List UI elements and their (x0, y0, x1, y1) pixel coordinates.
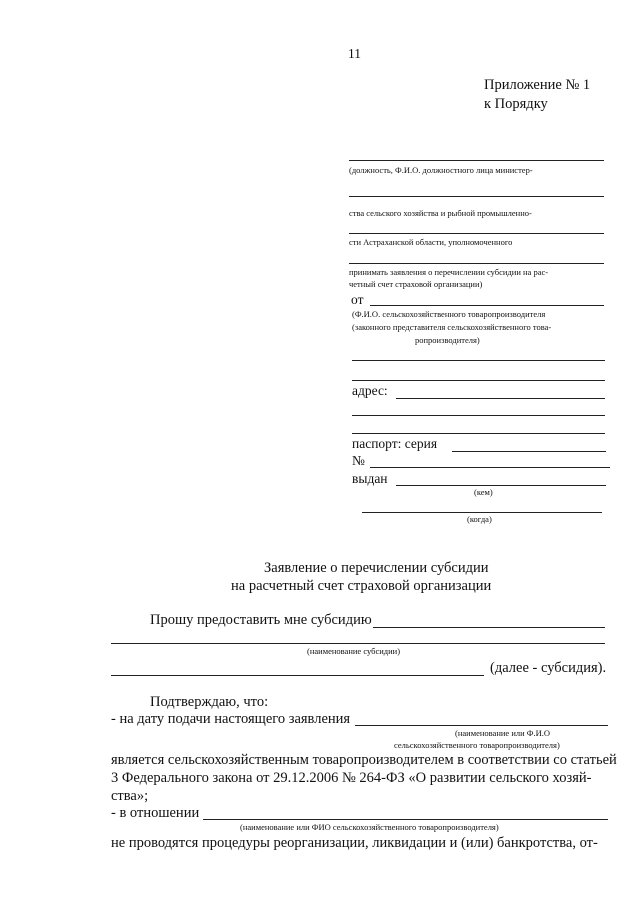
subsidy-field-3[interactable] (111, 675, 484, 676)
recipient-hint-2: ства сельского хозяйства и рыбной промышленно- (349, 208, 532, 218)
document-subtitle: на расчетный счет страховой организации (231, 578, 492, 594)
from-hint-3: ропроизводителя) (415, 335, 480, 345)
passport-series-label: паспорт: серия (352, 436, 438, 451)
passport-issued-field[interactable] (396, 485, 606, 486)
subsidy-field[interactable] (373, 627, 605, 628)
confirm-text: Подтверждаю, что: (150, 694, 269, 710)
passport-number-label: № (352, 453, 365, 468)
from-hint-2: (законного представителя сельскохозяйственного това- (352, 322, 552, 332)
paragraph-line: является сельскохозяйственным товаропроизводителем в соответствии со статьей (111, 752, 617, 768)
document-title: Заявление о перечислении субсидии (264, 560, 489, 576)
recipient-line (349, 196, 604, 197)
recipient-line (349, 263, 604, 264)
page-number: 11 (348, 46, 361, 61)
recipient-hint-1: (должность, Ф.И.О. должностного лица министер- (349, 165, 533, 175)
address-extra-line[interactable] (352, 433, 605, 434)
recipient-line (349, 160, 604, 161)
item1-hint-2: сельскохозяйственного товаропроизводителя) (394, 740, 560, 750)
from-extra-line[interactable] (352, 360, 605, 361)
request-text: Прошу предоставить мне субсидию (150, 612, 372, 628)
recipient-hint-4: принимать заявления о перечислении субсидии на рас- (349, 267, 549, 277)
from-field[interactable] (370, 305, 604, 306)
item1-field[interactable] (355, 725, 608, 726)
recipient-hint-5: четный счет страховой организации) (349, 279, 483, 289)
address-field[interactable] (396, 398, 605, 399)
paragraph-line: 3 Федерального закона от 29.12.2006 № 264-ФЗ «О развитии сельского хозяй- (111, 770, 592, 786)
appendix-title: Приложение № 1 (484, 77, 591, 93)
paragraph-line: не проводятся процедуры реорганизации, ликвидации и (или) банкротства, от- (111, 835, 598, 851)
issued-when-hint: (когда) (467, 514, 492, 524)
appendix-subtitle: к Порядку (484, 96, 548, 112)
hereinafter-text: (далее - субсидия). (490, 660, 607, 676)
address-label: адрес: (352, 383, 388, 398)
subsidy-name-hint: (наименование субсидии) (307, 646, 401, 656)
item2-hint: (наименование или ФИО сельскохозяйственного товаропроизводителя) (240, 822, 499, 832)
passport-date-field[interactable] (362, 512, 602, 513)
from-label: от (351, 292, 364, 307)
passport-number-field[interactable] (370, 467, 610, 468)
from-hint-1: (Ф.И.О. сельскохозяйственного товаропроизводителя (352, 309, 546, 319)
passport-series-field[interactable] (452, 451, 606, 452)
passport-issued-label: выдан (352, 471, 388, 486)
subsidy-field-2[interactable] (111, 643, 605, 644)
recipient-hint-3: сти Астраханской области, уполномоченного (349, 237, 513, 247)
issued-by-hint: (кем) (474, 487, 493, 497)
item2-text: - в отношении (111, 805, 200, 821)
item1-text: - на дату подачи настоящего заявления (111, 711, 351, 727)
from-extra-line[interactable] (352, 380, 605, 381)
item2-field[interactable] (203, 819, 608, 820)
recipient-line (349, 233, 604, 234)
address-extra-line[interactable] (352, 415, 605, 416)
paragraph-line: ства»; (111, 788, 149, 804)
item1-hint-1: (наименование или Ф.И.О (455, 728, 551, 738)
